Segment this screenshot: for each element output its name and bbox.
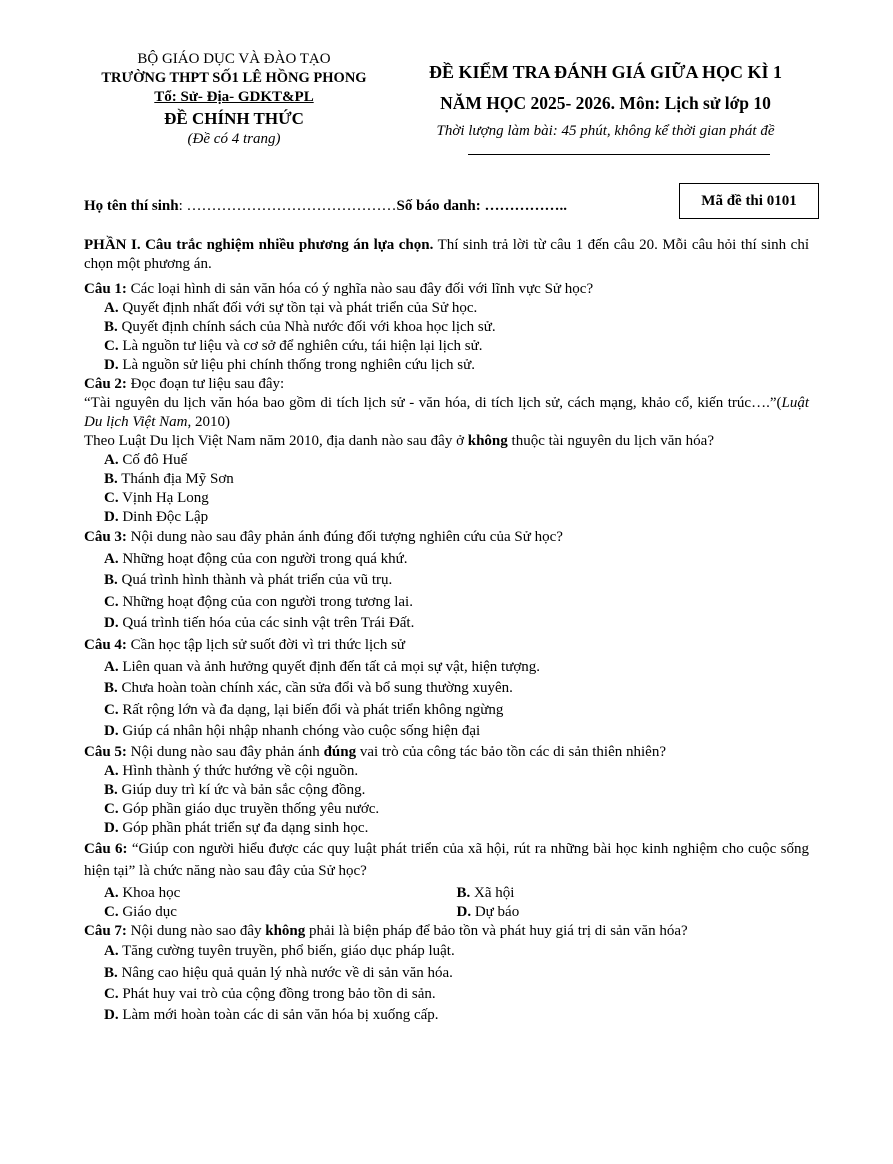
question-text: Cần học tập lịch sử suốt đời vì tri thức lịch sử <box>126 636 406 653</box>
option-letter: C. <box>104 903 119 920</box>
option-4a[interactable] <box>84 657 809 679</box>
part1-intro <box>84 236 809 274</box>
official-label: ĐỀ CHÍNH THỨC <box>164 109 304 128</box>
option-text: Góp phần phát triển sự đa dạng sinh học. <box>118 819 369 836</box>
option-text: Hình thành ý thức hướng về cội nguồn. <box>118 762 359 779</box>
option-letter: A. <box>104 658 119 675</box>
option-text: Cố đô Huế <box>118 452 188 468</box>
option-6b[interactable] <box>457 884 810 903</box>
question-text: phải là biện pháp để bảo tồn và phát huy giá trị di sản văn hóa? <box>305 922 688 939</box>
option-text: Quyết định nhất đối với sự tồn tại và phát triển của Sử học. <box>118 300 478 316</box>
option-letter: D. <box>104 509 119 525</box>
option-3d[interactable] <box>84 613 809 635</box>
option-text: Góp phần giáo dục truyền thống yêu nước. <box>118 800 380 817</box>
option-text: Làm mới hoàn toàn các di sản văn hóa bị xuống cấp. <box>118 1006 439 1023</box>
option-2c[interactable] <box>84 489 809 508</box>
question-label: Câu 1: <box>84 281 127 297</box>
question-text: “Giúp con người hiểu được các quy luật phát triển của xã hội, rút ra những bài học kinh nghiệm cho cuộc sống hiện tại” là chức năng nào sau đây của Sử học? <box>84 840 809 879</box>
question-label: Câu 6: <box>84 840 128 857</box>
ministry-name: BỘ GIÁO DỤC VÀ ĐÀO TẠO <box>137 51 331 67</box>
exam-body <box>84 236 809 1025</box>
option-1d[interactable] <box>84 356 809 375</box>
question-label: Câu 4: <box>84 636 127 653</box>
question-2 <box>84 375 809 394</box>
student-id-label: Số báo danh: <box>396 198 485 214</box>
option-text: Thánh địa Mỹ Sơn <box>117 471 234 487</box>
option-text: Rất rộng lớn và đa dạng, lại biến đổi và phát triển không ngừng <box>118 701 504 718</box>
option-letter: D. <box>104 819 119 836</box>
option-letter: B. <box>104 471 118 487</box>
question-5 <box>84 743 809 762</box>
exam-title: ĐỀ KIỂM TRA ĐÁNH GIÁ GIỮA HỌC KÌ 1 <box>428 62 783 82</box>
option-letter: B. <box>104 319 118 335</box>
option-letter: D. <box>104 615 119 632</box>
option-7d[interactable] <box>84 1006 809 1025</box>
options-row-6ab <box>84 884 809 903</box>
option-text: Giúp duy trì kí ức và bản sắc cộng đồng. <box>117 781 366 798</box>
option-text: Quyết định chính sách của Nhà nước đối với khoa học lịch sử. <box>117 319 496 335</box>
question-text: Đọc đoạn tư liệu sau đây: <box>126 376 285 392</box>
question-4 <box>84 635 809 657</box>
option-6c[interactable] <box>104 903 457 922</box>
option-letter: C. <box>104 701 119 718</box>
option-letter: C. <box>104 986 119 1003</box>
question-text: Nội dung nào sao đây <box>126 922 266 939</box>
option-5a[interactable] <box>84 762 809 781</box>
quote-year: , 2010) <box>187 414 230 430</box>
option-text: Là nguồn tư liệu và cơ sở để nghiên cứu, tái hiện lại lịch sử. <box>118 338 483 354</box>
option-letter: A. <box>104 942 119 959</box>
option-3b[interactable] <box>84 570 809 592</box>
option-text: Khoa học <box>118 884 181 901</box>
option-letter: B. <box>104 572 118 589</box>
year-subject: NĂM HỌC 2025- 2026. Môn: Lịch sử lớp 10 <box>440 93 771 113</box>
option-text: Dinh Độc Lập <box>118 509 209 525</box>
question-text: Nội dung nào sau đây phản ánh đúng đối tượng nghiên cứu của Sử học? <box>126 529 563 545</box>
option-letter: B. <box>104 964 118 981</box>
student-id-field[interactable]: …………….. <box>484 198 567 214</box>
option-3c[interactable] <box>84 592 809 614</box>
student-name-field[interactable]: : …………………………………… <box>178 198 397 214</box>
stem-emphasis: không <box>467 433 508 449</box>
page-count: (Đề có 4 trang) <box>187 131 281 147</box>
option-2a[interactable] <box>84 451 809 470</box>
option-letter: A. <box>104 452 119 468</box>
options-row-6cd <box>84 903 809 922</box>
option-letter: C. <box>104 593 119 610</box>
option-letter: B. <box>104 781 118 798</box>
option-5b[interactable] <box>84 781 809 800</box>
option-6a[interactable] <box>104 884 457 903</box>
option-letter: D. <box>456 903 472 920</box>
option-letter: A. <box>104 884 119 901</box>
option-letter: A. <box>104 300 119 316</box>
question-2-stem <box>84 432 809 451</box>
option-letter: D. <box>104 723 119 740</box>
part1-title: PHẦN I. Câu trắc nghiệm nhiều phương án lựa chọn. <box>84 237 434 253</box>
option-7a[interactable] <box>84 941 809 963</box>
option-text: Liên quan và ảnh hưởng quyết định đến tất cả mọi sự vật, hiện tượng. <box>118 658 541 675</box>
quote-text: “Tài nguyên du lịch văn hóa bao gồm di tích lịch sử - văn hóa, di tích lịch sử, cách mạng, khảo cổ, kiến trúc….”( <box>84 395 782 411</box>
option-letter: B. <box>456 884 471 901</box>
quote-source: Luật Du lịch Việt Nam <box>84 395 809 430</box>
option-1c[interactable] <box>84 337 809 356</box>
option-6d[interactable] <box>457 903 810 922</box>
option-letter: A. <box>104 762 119 779</box>
option-4d[interactable] <box>84 721 809 743</box>
option-text: Những hoạt động của con người trong tương lai. <box>118 593 413 610</box>
option-letter: B. <box>104 680 118 697</box>
option-4c[interactable] <box>84 700 809 722</box>
option-text: Xã hội <box>470 884 515 901</box>
student-info-line <box>84 197 567 216</box>
option-2d[interactable] <box>84 508 809 527</box>
option-2b[interactable] <box>84 470 809 489</box>
question-3-block <box>84 527 809 743</box>
option-3a[interactable] <box>84 549 809 571</box>
option-text: Phát huy vai trò của cộng đồng trong bảo tồn di sản. <box>118 986 436 1003</box>
option-text: Quá trình hình thành và phát triển của vũ trụ. <box>117 572 393 589</box>
option-text: Tăng cường tuyên truyền, phổ biến, giáo dục pháp luật. <box>118 942 455 959</box>
question-1 <box>84 280 809 299</box>
option-letter: C. <box>104 338 119 354</box>
stem-text: Theo Luật Du lịch Việt Nam năm 2010, địa danh nào sau đây ở <box>84 433 468 449</box>
question-6 <box>84 838 809 882</box>
option-letter: D. <box>104 357 119 373</box>
option-text: Quá trình tiến hóa của các sinh vật trên Trái Đất. <box>118 615 415 632</box>
option-7b[interactable] <box>84 963 809 985</box>
student-name-label: Họ tên thí sinh <box>84 198 179 214</box>
school-name: TRƯỜNG THPT SỐ1 LÊ HỒNG PHONG <box>101 70 367 86</box>
option-text: Chưa hoàn toàn chính xác, cần sửa đổi và bổ sung thường xuyên. <box>117 680 513 697</box>
exam-code-box: Mã đề thi 0101 <box>679 183 819 219</box>
header-right <box>403 58 808 142</box>
option-text: Là nguồn sử liệu phi chính thống trong nghiên cứu lịch sử. <box>118 357 476 373</box>
option-text: Dự báo <box>471 903 520 920</box>
option-letter: C. <box>104 490 119 506</box>
question-text: vai trò của công tác bảo tồn các di sản thiên nhiên? <box>356 743 666 760</box>
source-quote <box>84 394 809 432</box>
header-divider <box>468 154 770 155</box>
stem-text: thuộc tài nguyên du lịch văn hóa? <box>507 433 714 449</box>
option-1b[interactable] <box>84 318 809 337</box>
part1-instruction: Thí sinh trả lời từ câu 1 đến câu 20. Mỗi câu hỏi thí sinh chỉ chọn một phương án. <box>84 237 809 272</box>
option-5c[interactable] <box>84 800 809 819</box>
question-label: Câu 5: <box>84 743 127 760</box>
question-3 <box>84 527 809 549</box>
question-text: Nội dung nào sau đây phản ánh <box>126 743 324 760</box>
question-label: Câu 3: <box>84 529 127 545</box>
question-text: Các loại hình di sản văn hóa có ý nghĩa nào sau đây đối với lĩnh vực Sử học? <box>126 281 594 297</box>
question-7-options <box>84 941 809 1006</box>
department-name: Tổ: Sử- Địa- GDKT&PL <box>154 89 314 105</box>
option-text: Nâng cao hiệu quả quản lý nhà nước về di sản văn hóa. <box>117 964 453 981</box>
question-emphasis: không <box>265 922 306 939</box>
question-7 <box>84 922 809 941</box>
option-text: Vịnh Hạ Long <box>118 490 209 506</box>
question-label: Câu 7: <box>84 922 127 939</box>
question-label: Câu 2: <box>84 376 127 392</box>
question-emphasis: đúng <box>323 743 357 760</box>
option-4b[interactable] <box>84 678 809 700</box>
option-text: Giáo dục <box>118 903 177 920</box>
option-text: Giúp cá nhân hội nhập nhanh chóng vào cuộc sống hiện đại <box>118 723 481 740</box>
option-7c[interactable] <box>84 984 809 1006</box>
option-letter: D. <box>104 1006 119 1023</box>
option-letter: C. <box>104 800 119 817</box>
option-1a[interactable] <box>84 299 809 318</box>
option-text: Những hoạt động của con người trong quá khứ. <box>118 550 408 567</box>
header-left <box>84 50 384 149</box>
option-letter: A. <box>104 550 119 567</box>
exam-duration: Thời lượng làm bài: 45 phút, không kể thời gian phát đề <box>436 123 775 139</box>
option-5d[interactable] <box>84 819 809 838</box>
